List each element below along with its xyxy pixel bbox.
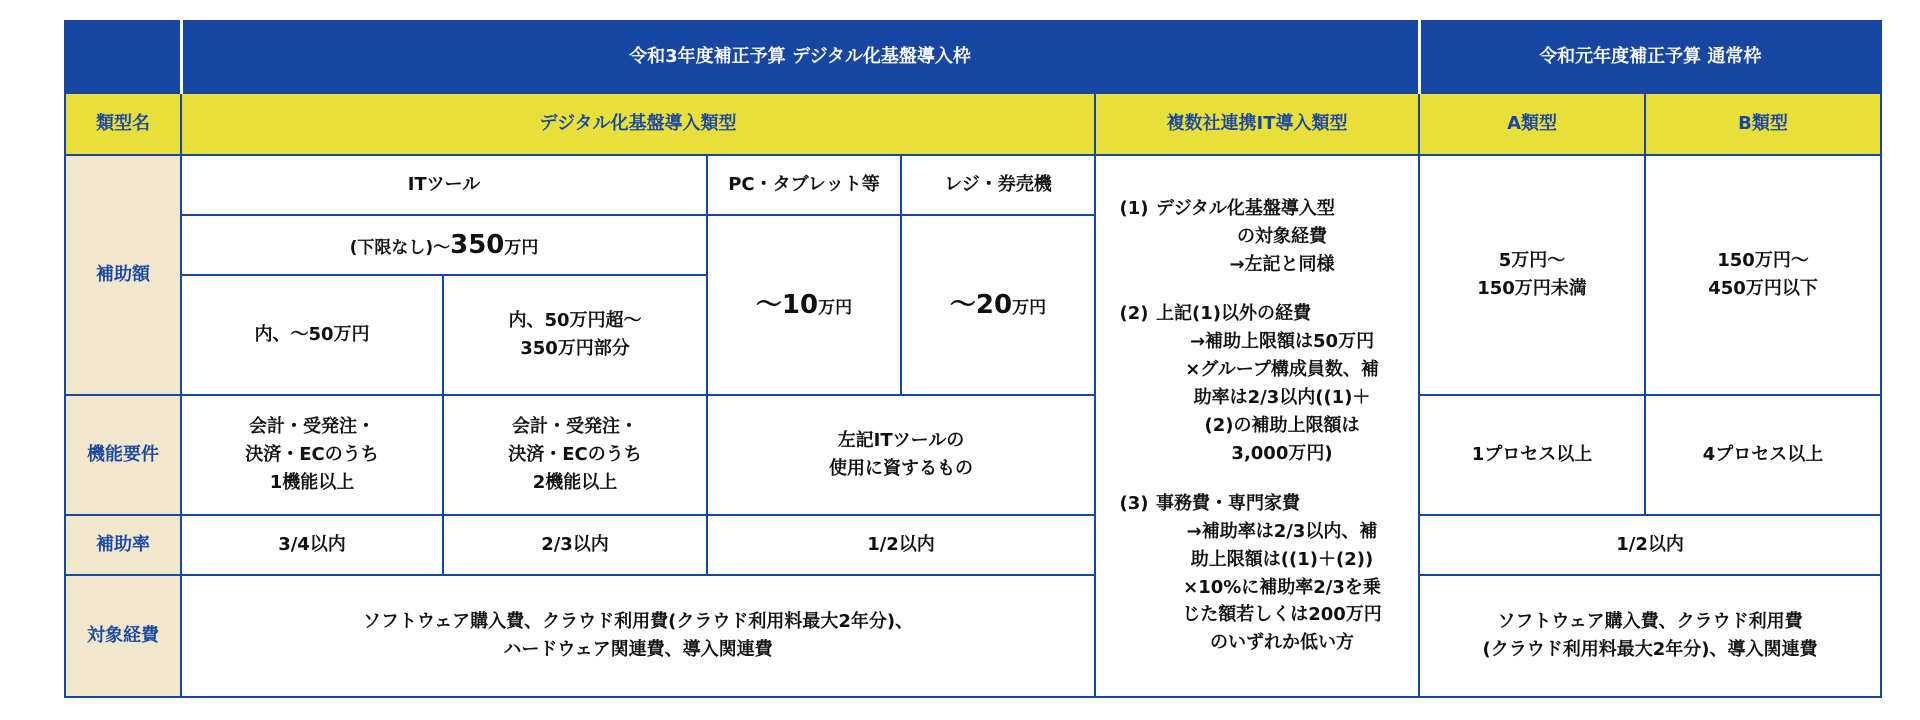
note-line: ×グループ構成員数、補 — [1185, 359, 1379, 381]
target-cost-label: 対象経費 — [65, 575, 181, 697]
note-item — [1112, 195, 1408, 279]
it-sub-amount-2 — [443, 275, 707, 395]
function-c3-line1: 左記ITツールの — [837, 430, 965, 452]
note-heading: 事務費・専門家費 — [1156, 492, 1300, 514]
note-head — [1112, 300, 1408, 328]
function-c1-line1: 会計・受発注・ — [249, 416, 375, 438]
function-c2-line2: 決済・ECのうち — [508, 444, 642, 466]
range-prefix: (下限なし)～ — [349, 237, 451, 258]
note-line: →左記と同様 — [1229, 253, 1335, 275]
note-line: →補助上限額は50万円 — [1189, 331, 1375, 353]
pc-value: 10 — [781, 289, 819, 320]
function-req-c2 — [443, 395, 707, 515]
it-sub-amount-1: 内、～50万円 — [181, 275, 443, 395]
function-req-b: 4プロセス以上 — [1645, 395, 1881, 515]
subsidy-rate-regular: 1/2以内 — [1419, 515, 1881, 575]
note-number: (2) — [1119, 303, 1149, 325]
target-cost-regular — [1419, 575, 1881, 697]
target-regular-line2: (クラウド利用料最大2年分)、導入関連費 — [1482, 639, 1818, 660]
subsidy-rate-c1: 3/4以内 — [181, 515, 443, 575]
range-unit: 万円 — [504, 237, 539, 258]
note-line: ×10%に補助率2/3を乗 — [1183, 576, 1381, 598]
subsidy-rate-c3: 1/2以内 — [707, 515, 1095, 575]
a-amount-line2: 150万円未満 — [1477, 278, 1587, 299]
subsidy-table-container — [64, 20, 1882, 698]
it-sub2-line2: 350万円部分 — [520, 338, 630, 359]
pc-unit: 万円 — [818, 297, 853, 318]
it-tool-header: ITツール — [181, 155, 707, 215]
note-line: 3,000万円) — [1231, 442, 1333, 464]
target-cost-row — [65, 575, 1881, 697]
target-digital-line1: ソフトウェア購入費、クラウド利用費(クラウド利用料最大2年分)、 — [362, 611, 914, 633]
note-line: →補助率は2/3以内、補 — [1186, 520, 1378, 542]
types-row — [65, 93, 1881, 155]
note-line: 助上限額は((1)＋(2)) — [1190, 548, 1374, 570]
note-heading: 上記(1)以外の経費 — [1156, 303, 1311, 325]
reg-value: 20 — [975, 289, 1013, 320]
pc-tablet-amount — [707, 215, 901, 395]
b-amount-line2: 450万円以下 — [1708, 278, 1818, 299]
note-line: 助率は2/3以内((1)＋ — [1193, 387, 1371, 409]
note-number: (1) — [1119, 197, 1149, 219]
multi-type-name: 複数社連携IT導入類型 — [1095, 93, 1419, 155]
subsidy-rate-row — [65, 515, 1881, 575]
function-req-c1 — [181, 395, 443, 515]
header-row — [65, 21, 1881, 93]
function-c3-line2: 使用に資するもの — [829, 458, 973, 479]
function-req-a: 1プロセス以上 — [1419, 395, 1645, 515]
note-item — [1112, 490, 1408, 657]
function-c1-line2: 決済・ECのうち — [245, 444, 379, 466]
header-digital-base: 令和3年度補正予算 デジタル化基盤導入枠 — [181, 21, 1419, 93]
target-cost-digital — [181, 575, 1095, 697]
function-req-c3 — [707, 395, 1095, 515]
note-number: (3) — [1119, 492, 1149, 514]
reg-prefix: ～ — [949, 289, 976, 320]
note-head — [1112, 490, 1408, 518]
subsidy-rate-label: 補助率 — [65, 515, 181, 575]
function-req-label: 機能要件 — [65, 395, 181, 515]
pc-tablet-header: PC・タブレット等 — [707, 155, 901, 215]
header-corner — [65, 21, 181, 93]
note-heading: デジタル化基盤導入型 — [1156, 197, 1335, 219]
subsidy-rate-c2: 2/3以内 — [443, 515, 707, 575]
register-amount — [901, 215, 1095, 395]
function-req-row — [65, 395, 1881, 515]
function-c2-line1: 会計・受発注・ — [512, 416, 638, 438]
it-sub2-line1: 内、50万円超～ — [508, 310, 642, 332]
register-header: レジ・券売機 — [901, 155, 1095, 215]
reg-unit: 万円 — [1012, 297, 1047, 318]
pc-prefix: ～ — [755, 289, 782, 320]
a-type-amount — [1419, 155, 1645, 395]
function-c1-line3: 1機能以上 — [269, 471, 355, 493]
subsidy-amount-label: 補助額 — [65, 155, 181, 395]
subsidy-comparison-table — [64, 20, 1882, 698]
notes-list — [1112, 195, 1408, 657]
target-digital-line2: ハードウェア関連費、導入関連費 — [503, 639, 773, 660]
it-tool-range — [181, 215, 707, 275]
b-type-name: B類型 — [1645, 93, 1881, 155]
types-label: 類型名 — [65, 93, 181, 155]
note-line: (2)の補助上限額は — [1204, 415, 1360, 437]
note-line: のいずれか低い方 — [1210, 632, 1355, 654]
note-item — [1112, 300, 1408, 467]
note-line: の対象経費 — [1237, 225, 1328, 247]
b-amount-line1: 150万円～ — [1717, 250, 1809, 272]
note-head — [1112, 195, 1408, 223]
range-value: 350 — [450, 229, 505, 260]
subsidy-amount-row-1 — [65, 155, 1881, 215]
a-amount-line1: 5万円～ — [1498, 250, 1566, 272]
multi-type-notes — [1095, 155, 1419, 697]
function-c2-line3: 2機能以上 — [532, 471, 618, 493]
digital-type-name: デジタル化基盤導入類型 — [181, 93, 1095, 155]
target-regular-line1: ソフトウェア購入費、クラウド利用費 — [1497, 611, 1803, 633]
a-type-name: A類型 — [1419, 93, 1645, 155]
header-regular: 令和元年度補正予算 通常枠 — [1419, 21, 1881, 93]
b-type-amount — [1645, 155, 1881, 395]
note-line: じた額若しくは200万円 — [1182, 604, 1382, 626]
